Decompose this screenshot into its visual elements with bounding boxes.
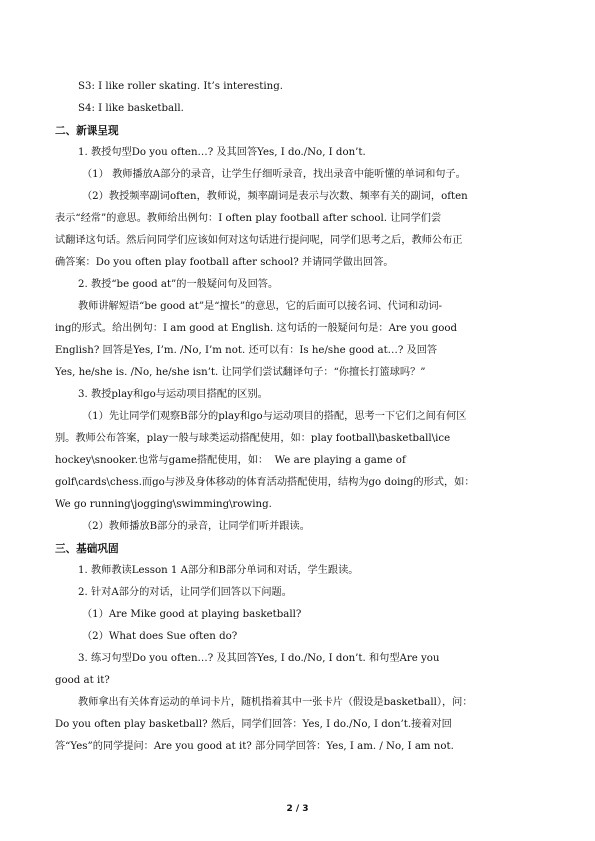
paragraph-line: Do you often play basketball? 然后，同学们回答：Yes, I do./No, I don’t.接着对回: [55, 719, 452, 730]
paragraph-line: 1. 教授句型Do you often…? 及其回答Yes, I do./No, I don’t.: [78, 147, 366, 158]
paragraph-line: 1. 教师教读Lesson 1 A部分和B部分单词和对话，学生跟读。: [78, 565, 359, 576]
dialogue-line-s3: S3: I like roller skating. It’s interesting.: [78, 81, 283, 92]
paragraph-line: （1）先让同学们观察B部分的play和go与运动项目的搭配，思考一下它们之间有何区: [82, 411, 467, 422]
paragraph-line: 试翻译这句话。然后问同学们应该如何对这句话进行提问呢，同学们思考之后，教师公布正: [55, 235, 463, 246]
paragraph-line: We go running\jogging\swimming\rowing.: [55, 499, 272, 510]
paragraph-line: 表示“经常”的意思。教师给出例句：I often play football after school. 让同学们尝: [55, 213, 442, 224]
paragraph-line: 答“Yes”的同学提问：Are you good at it? 部分同学回答：Yes, I am. / No, I am not.: [55, 741, 454, 752]
paragraph-line: 确答案：Do you often play football after school? 并请同学做出回答。: [55, 257, 394, 268]
paragraph-line: ing的形式。给出例句：I am good at English. 这句话的一般疑问句是：Are you good: [55, 323, 458, 334]
paragraph-line: hockey\snooker.也常与game搭配使用，如： We are playing a game of: [55, 455, 406, 466]
paragraph-line: （2）教授频率副词often，教师说，频率副词是表示与次数、频率有关的副词，often: [82, 191, 468, 202]
question-line: （2）What does Sue often do?: [82, 631, 238, 642]
paragraph-line: English? 回答是Yes, I’m. /No, I’m not. 还可以有：Is he/she good at…? 及回答: [55, 345, 438, 356]
paragraph-line: 3. 练习句型Do you often…? 及其回答Yes, I do./No, I don’t. 和句型Are you: [78, 653, 440, 664]
page-number: 2 / 3: [286, 804, 309, 814]
section-heading-consolidation: 三、基础巩固: [55, 543, 119, 555]
question-line: （1）Are Mike good at playing basketball?: [82, 609, 302, 620]
paragraph-line: 3. 教授play和go与运动项目搭配的区别。: [78, 389, 268, 400]
paragraph-line: Yes, he/she is. /No, he/she isn’t. 让同学们尝试翻译句子：“你擅长打篮球吗？”: [55, 367, 426, 378]
dialogue-line-s4: S4: I like basketball.: [78, 103, 184, 114]
paragraph-line: 2. 针对A部分的对话，让同学们回答以下问题。: [78, 587, 292, 598]
paragraph-line: 别。教师公布答案，play一般与球类运动搭配使用，如：play football\basketball\ice: [55, 433, 451, 444]
paragraph-line: （1） 教师播放A部分的录音，让学生仔细听录音，找出录音中能听懂的单词和句子。: [82, 169, 466, 180]
paragraph-line: 2. 教授“be good at”的一般疑问句及回答。: [78, 279, 279, 290]
paragraph-line: good at it?: [55, 675, 110, 686]
paragraph-line: 教师讲解短语“be good at”是“擅长”的意思，它的后面可以接名词、代词和动词-: [78, 301, 443, 312]
paragraph-line: golf\cards\chess.而go与涉及身体移动的体育活动搭配使用，结构为go doing的形式，如：: [55, 477, 475, 488]
paragraph-line: 教师拿出有关体育运动的单词卡片，随机指着其中一张卡片（假设是basketball），问：: [78, 697, 473, 708]
paragraph-line: （2）教师播放B部分的录音，让同学们听并跟读。: [82, 521, 310, 532]
section-heading-new-lesson: 二、新课呈现: [55, 125, 119, 137]
